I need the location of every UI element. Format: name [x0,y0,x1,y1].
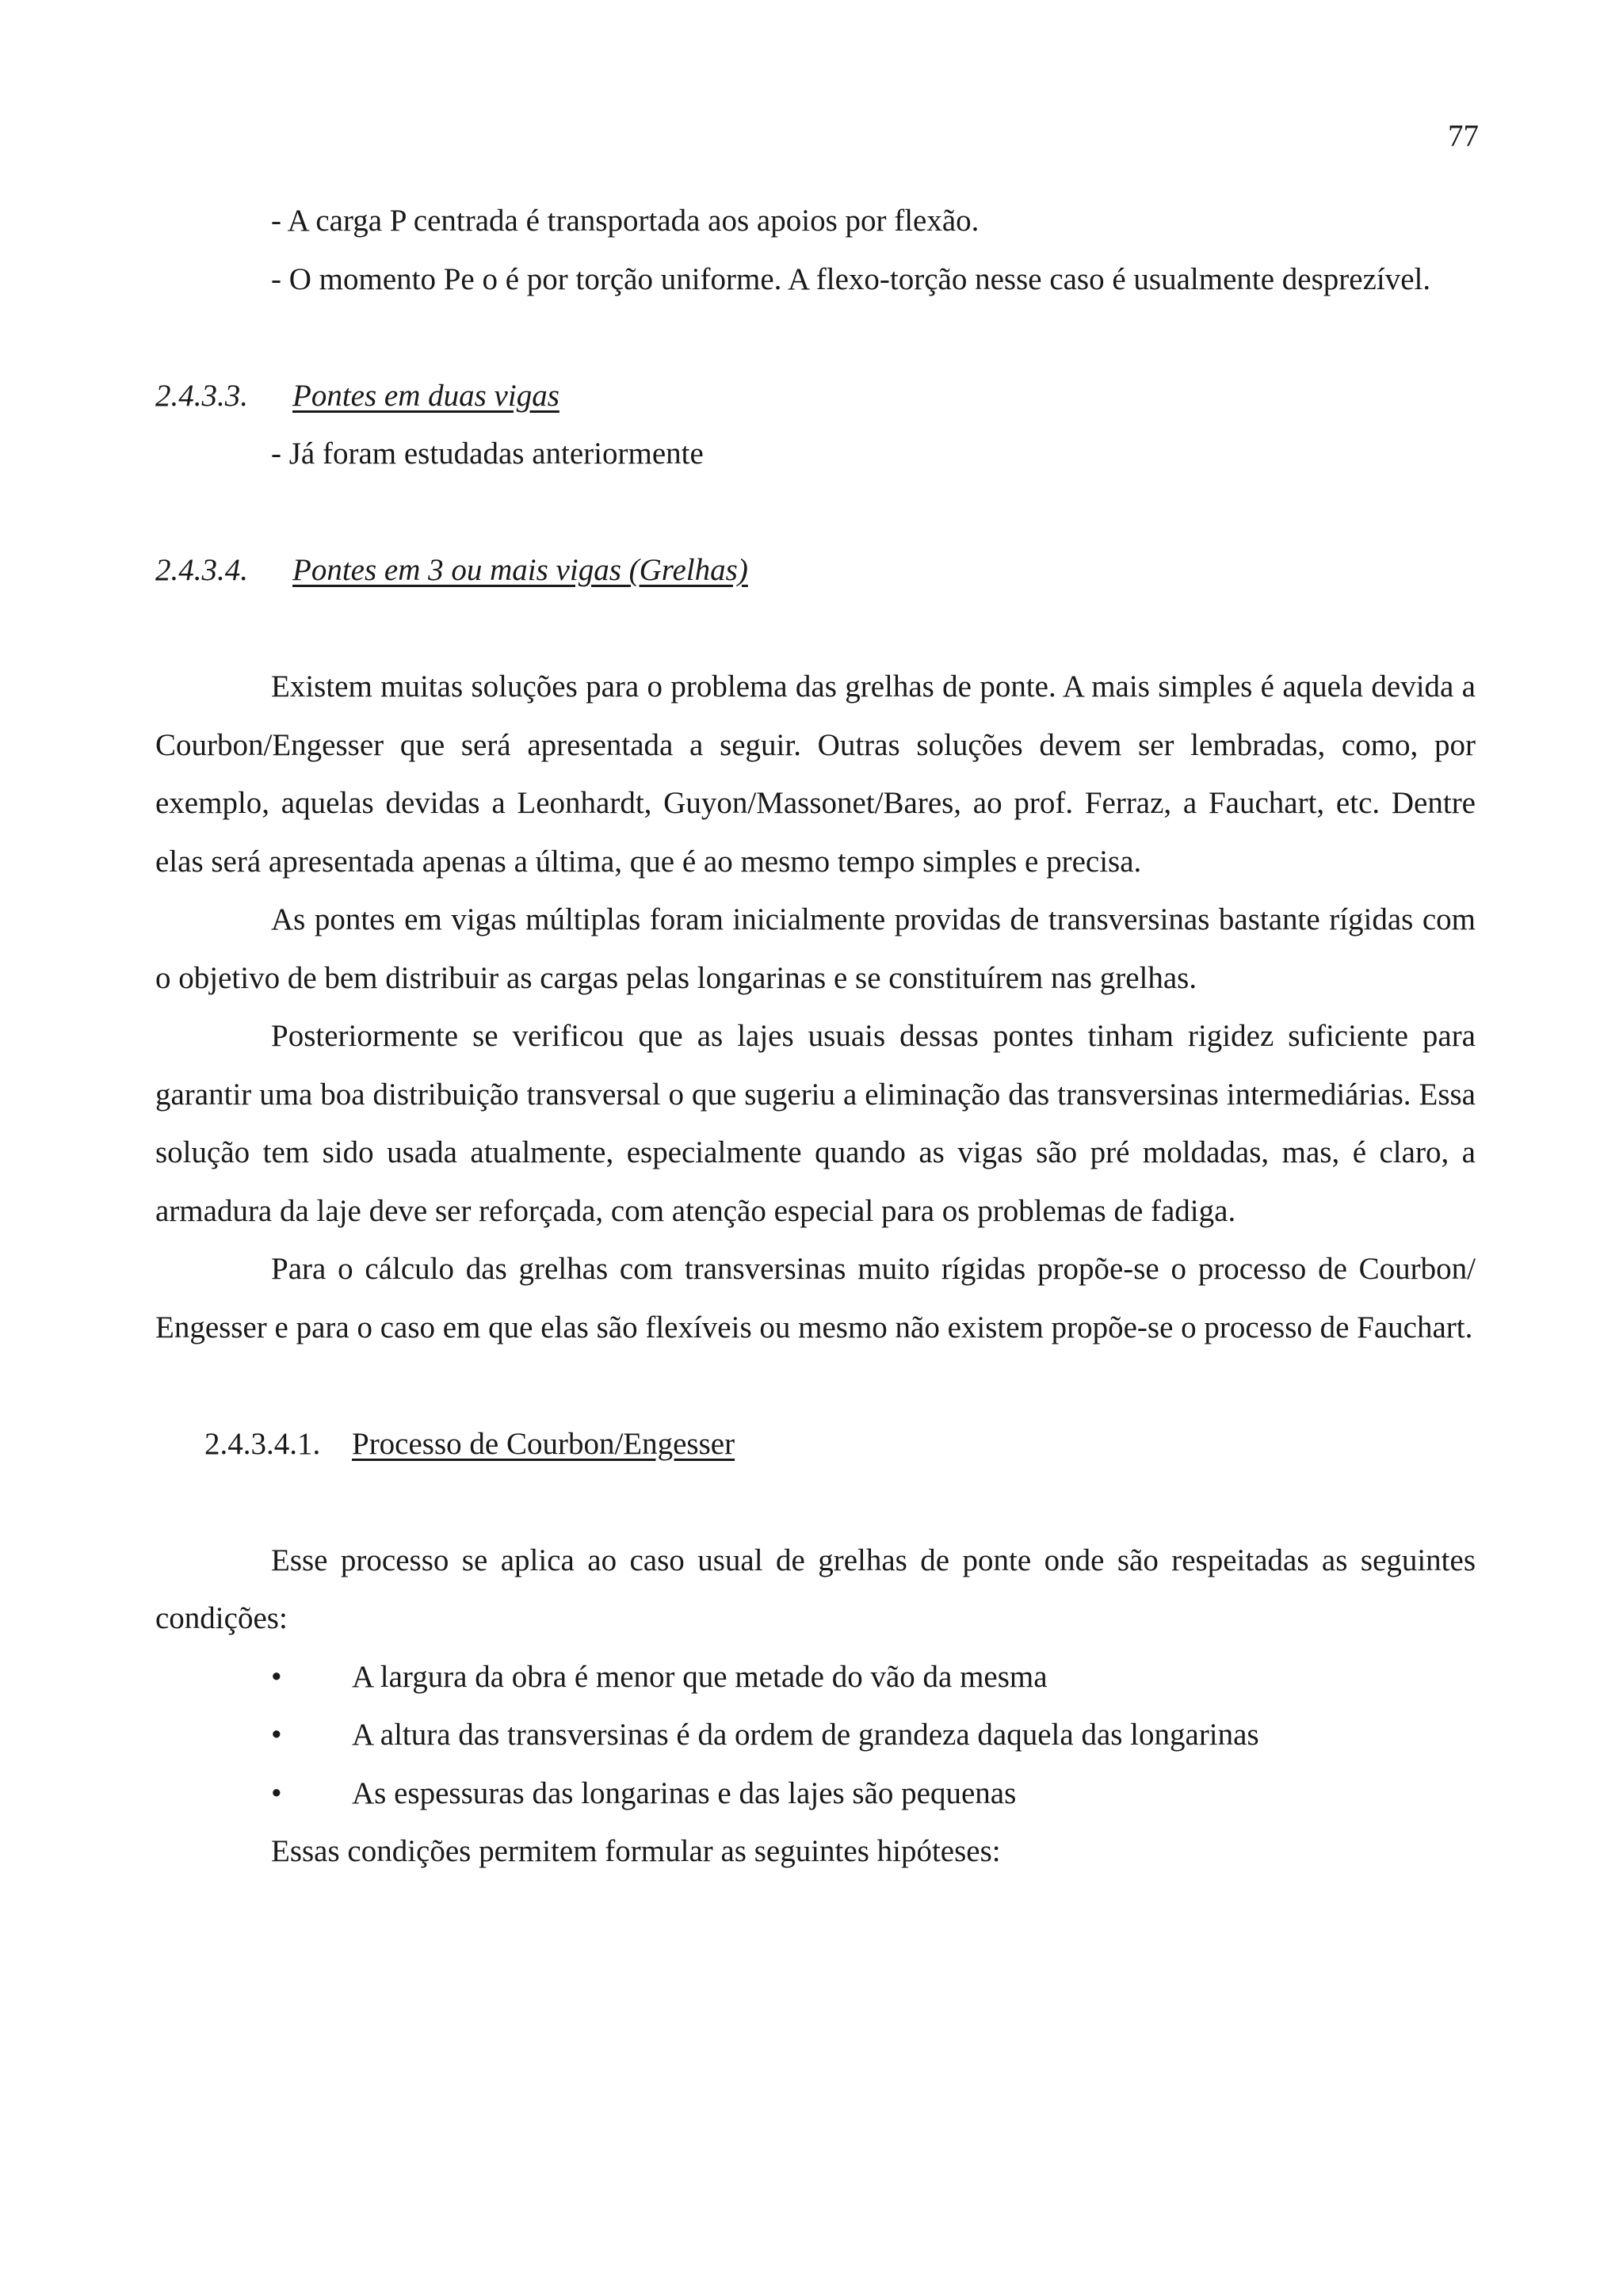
section-number: 2.4.3.4.1. [204,1426,321,1461]
section-heading-2433 [155,367,1476,425]
closing-line: Essas condições permitem formular as seguintes hipóteses: [271,1834,1001,1868]
section-title: Processo de Courbon/Engesser [352,1426,735,1461]
bullet-icon: • [271,1775,282,1810]
spacer [155,1473,1476,1531]
section-number: 2.4.3.3. [155,378,248,413]
spacer [155,308,1476,367]
conditions-list [155,1648,1476,1823]
page-body [155,192,1476,1881]
page-number: 77 [1448,119,1479,153]
list-item [155,1706,1476,1764]
section-number: 2.4.3.4. [155,553,248,587]
section-title: Pontes em duas vigas [292,378,559,413]
intro-line-1: - A carga P centrada é transportada aos apoios por flexão. [271,204,980,238]
spacer [155,1356,1476,1415]
section-2433-text: - Já foram estudadas anteriormente [271,437,704,471]
list-item-text: A largura da obra é menor que metade do vão da mesma [352,1659,1048,1694]
section-heading-24341 [155,1415,1476,1474]
section-title: Pontes em 3 ou mais vigas (Grelhas) [292,553,748,587]
intro-line-2: - O momento Pe o é por torção uniforme. A flexo-torção nesse caso é usualmente desprezível. [271,261,1431,296]
spacer [155,483,1476,542]
spacer [155,600,1476,658]
body-paragraph: Posteriormente se verificou que as lajes usuais dessas pontes tinham rigidez suficiente para garantir uma boa distribuição transversal o que sugeriu a eliminação das transversinas intermediárias. Essa solução tem sido usada atualmente, especialmente quando as vigas são pré moldadas, mas, é claro, a armadura da laje deve ser reforçada, com atenção especial para os problemas de fadiga. [155,1019,1476,1228]
body-paragraph: Esse processo se aplica ao caso usual de grelhas de ponte onde são respeitadas as seguintes condições: [155,1543,1476,1635]
section-heading-2434 [155,541,1476,600]
bullet-icon: • [271,1718,282,1752]
body-paragraph: Existem muitas soluções para o problema das grelhas de ponte. A mais simples é aquela devida a Courbon/Engesser que será apresentada a seguir. Outras soluções devem ser lembradas, como, por exemplo, aquelas devidas a Leonhardt, Guyon/Massonet/Bares, ao prof. Ferraz, a Fauchart, etc. Dentre elas será apresentada apenas a última, que é ao mesmo tempo simples e precisa. [155,669,1476,879]
bullet-icon: • [271,1659,282,1694]
list-item-text: A altura das transversinas é da ordem de grandeza daquela das longarinas [352,1718,1259,1752]
body-paragraph: As pontes em vigas múltiplas foram inicialmente providas de transversinas bastante rígidas com o objetivo de bem distribuir as cargas pelas longarinas e se constituírem nas grelhas. [155,902,1476,995]
list-item [155,1764,1476,1823]
list-item [155,1648,1476,1707]
list-item-text: As espessuras das longarinas e das lajes são pequenas [352,1775,1017,1810]
body-paragraph: Para o cálculo das grelhas com transversinas muito rígidas propõe-se o processo de Courbon/ Engesser e para o caso em que elas são flexíveis ou mesmo não existem propõe-se o processo de Fauchart. [155,1252,1476,1344]
